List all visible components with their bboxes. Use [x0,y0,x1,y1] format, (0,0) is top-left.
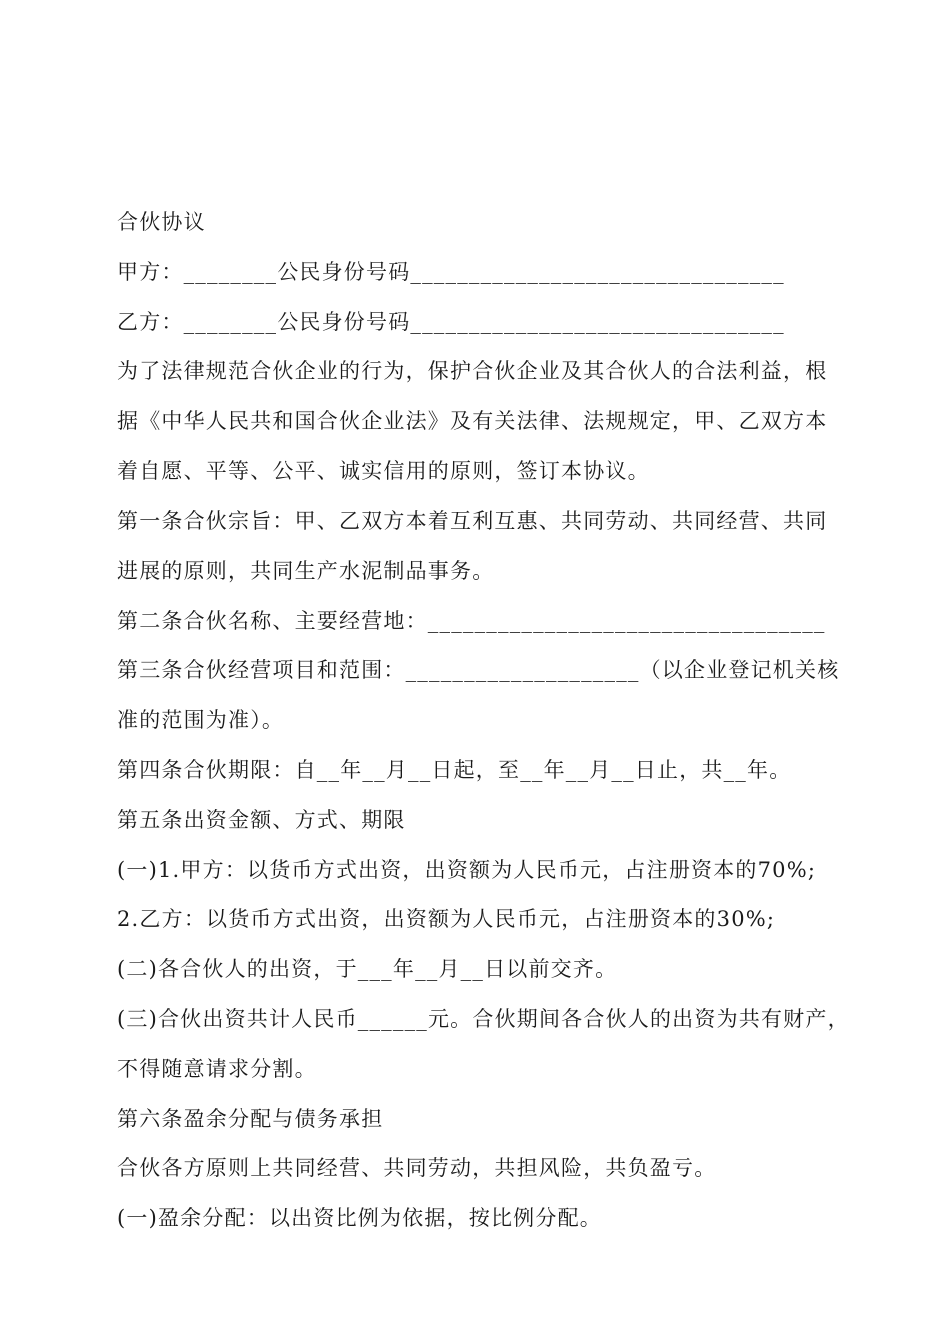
article-5-heading: 第五条出资金额、方式、期限 [117,808,406,832]
article-5-item-2: (二)各合伙人的出资，于___年__月__日以前交齐。 [117,957,618,981]
article-1-line-2: 进展的原则，共同生产水泥制品事务。 [117,559,495,583]
article-5-item-1b: 2.乙方：以货币方式出资，出资额为人民币元，占注册资本的30%; [117,907,776,931]
article-5-item-3-line-2: 不得随意请求分割。 [117,1057,317,1081]
article-2-line: 第二条合伙名称、主要经营地：__________________________________ [117,609,826,633]
article-3-line-2: 准的范围为准）。 [117,708,285,732]
article-6-item-1: (一)盈余分配：以出资比例为依据，按比例分配。 [117,1206,602,1230]
article-5-item-1a: (一)1.甲方：以货币方式出资，出资额为人民币元，占注册资本的70%; [117,858,817,882]
preamble-line-2: 据《中华人民共和国合伙企业法》及有关法律、法规规定，甲、乙双方本 [117,409,828,433]
article-6-paragraph: 合伙各方原则上共同经营、共同劳动，共担风险，共负盈亏。 [117,1156,717,1180]
article-6-heading: 第六条盈余分配与债务承担 [117,1107,384,1131]
preamble-line-3: 着自愿、平等、公平、诚实信用的原则，签订本协议。 [117,459,650,483]
party-a-line: 甲方：________公民身份号码________________________________ [117,260,785,284]
preamble-line-1: 为了法律规范合伙企业的行为，保护合伙企业及其合伙人的合法利益，根 [117,359,828,383]
party-b-line: 乙方：________公民身份号码________________________________ [117,310,785,334]
article-3-line-1: 第三条合伙经营项目和范围：____________________（以企业登记机关核 [117,658,840,682]
article-5-item-3-line-1: (三)合伙出资共计人民币______元。合伙期间各合伙人的出资为共有财产， [117,1007,850,1031]
document-title: 合伙协议 [117,210,206,234]
article-4-line: 第四条合伙期限：自__年__月__日起，至__年__月__日止，共__年。 [117,758,792,782]
article-1-line-1: 第一条合伙宗旨：甲、乙双方本着互利互惠、共同劳动、共同经营、共同 [117,509,828,533]
